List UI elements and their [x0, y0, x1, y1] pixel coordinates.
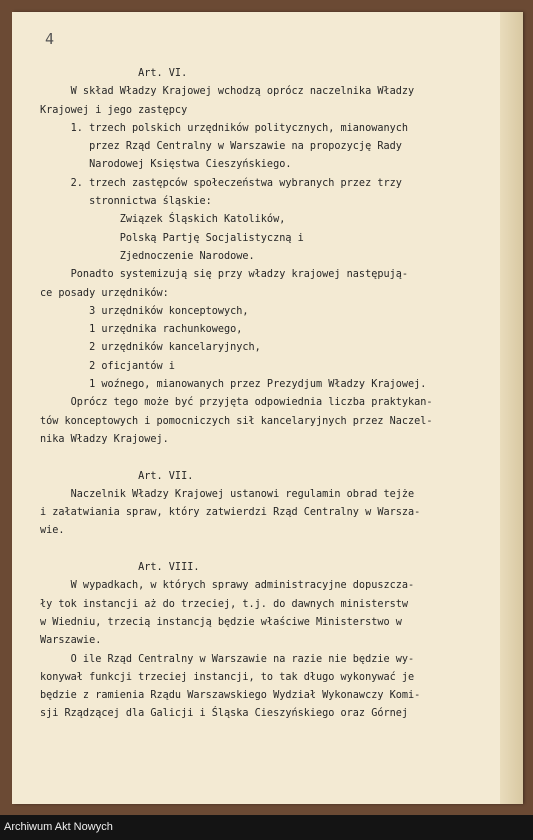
page-mark: 4 [45, 30, 55, 48]
text-line: stronnictwa śląskie: [40, 196, 212, 208]
text-line: będzie z ramienia Rządu Warszawskiego Wydział Wykonawczy Komi- [40, 690, 421, 702]
page-edge [500, 12, 523, 804]
text-line: 3 urzędników konceptowych, [40, 305, 249, 317]
text-line: W wypadkach, w których sprawy administracyjne dopuszcza- [40, 580, 415, 592]
text-line: 2 urzędników kancelaryjnych, [40, 342, 261, 354]
text-line: Warszawie. [40, 635, 102, 647]
text-line: tów konceptowych i pomocniczych sił kancelaryjnych przez Naczel- [40, 415, 433, 427]
text-line: wie. [40, 525, 65, 537]
text-line: Narodowej Księstwa Cieszyńskiego. [40, 159, 292, 171]
text-line: O ile Rząd Centralny w Warszawie na razie nie będzie wy- [40, 653, 415, 665]
text-line: Art. VIII. [40, 562, 200, 574]
text-line: ce posady urzędników: [40, 287, 169, 299]
text-line: Naczelnik Władzy Krajowej ustanowi regulamin obrad tejże [40, 488, 415, 500]
text-line: W skład Władzy Krajowej wchodzą oprócz naczelnika Władzy [40, 86, 415, 98]
text-line: konywał funkcji trzeciej instancji, to tak długo wykonywać je [40, 671, 415, 683]
text-line: 2 oficjantów i [40, 360, 175, 372]
text-line: 1 urzędnika rachunkowego, [40, 324, 243, 336]
text-line [40, 541, 480, 559]
document-text [40, 65, 480, 724]
text-line: ły tok instancji aż do trzeciej, t.j. do dawnych ministerstw [40, 598, 409, 610]
text-line: Krajowej i jego zastępcy [40, 104, 188, 116]
archive-footer: Archiwum Akt Nowych [0, 815, 533, 840]
text-line: sji Rządzącej dla Galicji i Śląska Cieszyńskiego oraz Górnej [40, 708, 409, 720]
text-line: w Wiedniu, trzecią instancją będzie właściwe Ministerstwo w [40, 616, 402, 628]
text-line [40, 449, 480, 467]
text-line: Polską Partję Socjalistyczną i [40, 232, 304, 244]
text-line: Zjednoczenie Narodowe. [40, 250, 255, 262]
text-line: 1. trzech polskich urzędników politycznych, mianowanych [40, 122, 409, 134]
text-line: Ponadto systemizują się przy władzy krajowej następują- [40, 269, 409, 281]
text-line: i załatwiania spraw, który zatwierdzi Rząd Centralny w Warsza- [40, 507, 421, 519]
text-line: Art. VII. [40, 470, 194, 482]
text-line: przez Rząd Centralny w Warszawie na propozycję Rady [40, 141, 402, 153]
text-line: Oprócz tego może być przyjęta odpowiednia liczba praktykan- [40, 397, 433, 409]
text-line: 2. trzech zastępców społeczeństwa wybranych przez trzy [40, 177, 402, 189]
text-line: 1 woźnego, mianowanych przez Prezydjum Władzy Krajowej. [40, 379, 427, 391]
text-line: Art. VI. [40, 68, 188, 79]
text-line: nika Władzy Krajowej. [40, 433, 169, 445]
text-line: Związek Śląskich Katolików, [40, 214, 286, 226]
